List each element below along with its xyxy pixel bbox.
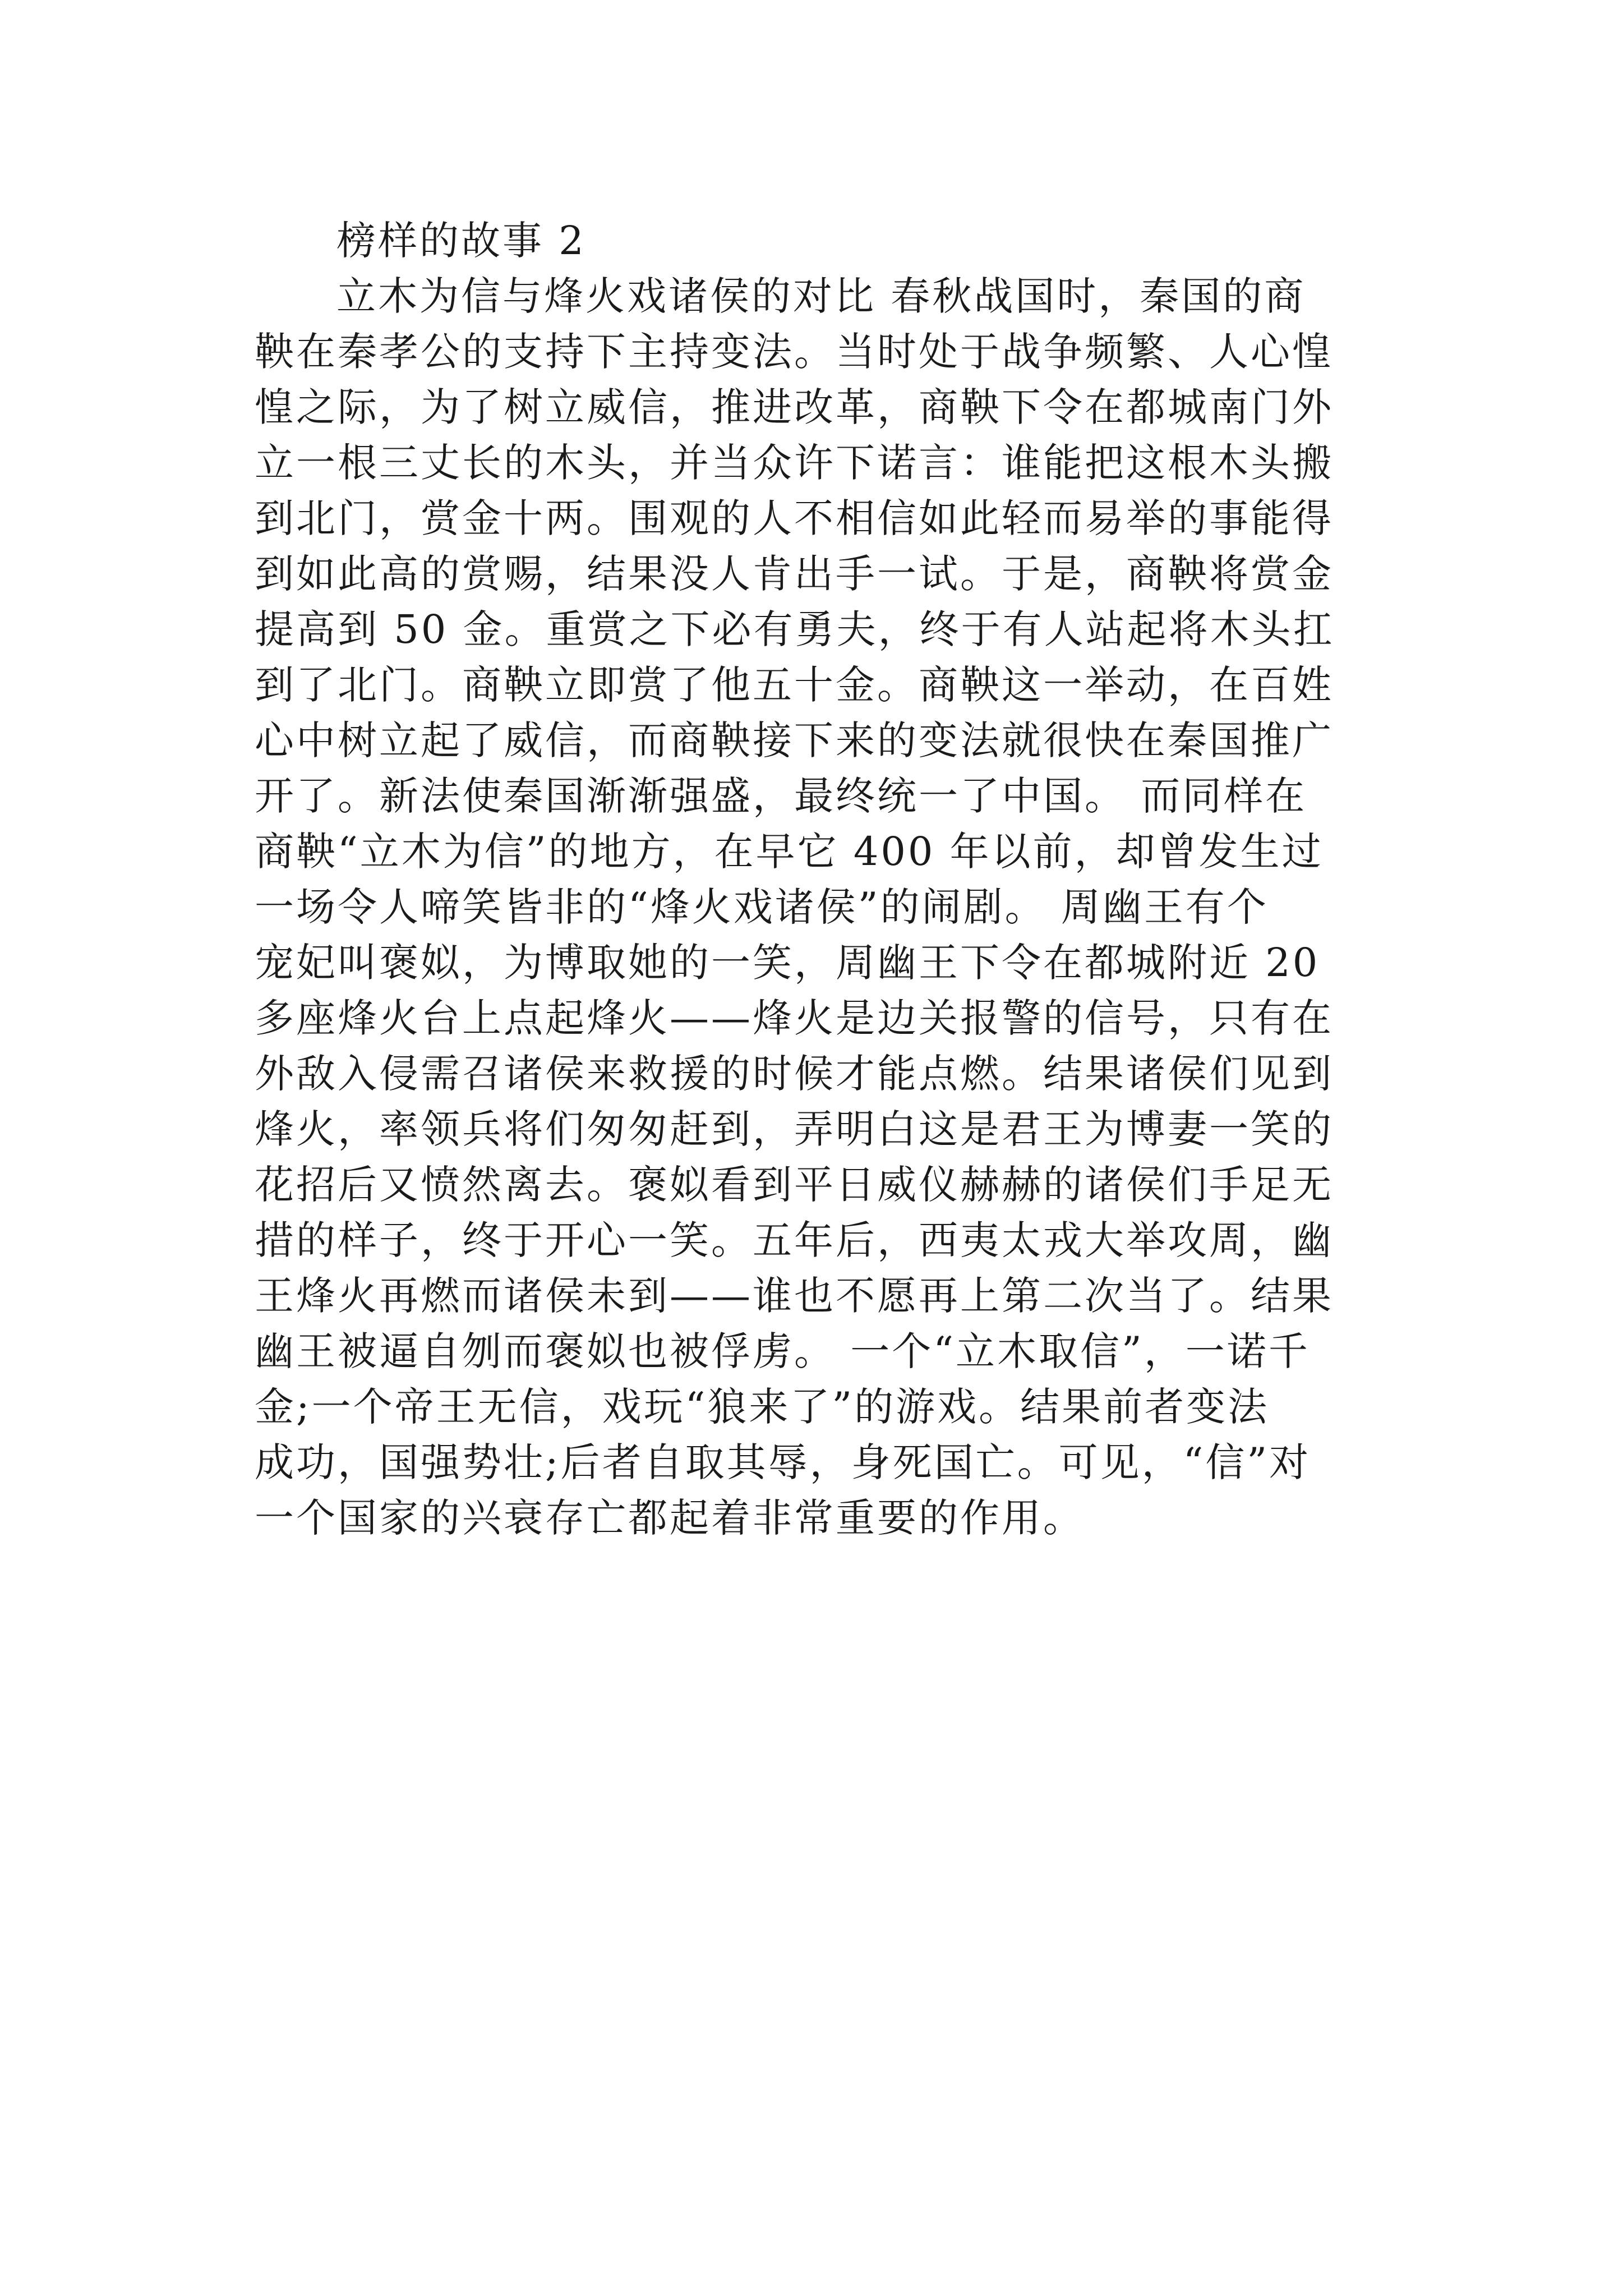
text-line: 开了。新法使秦国渐渐强盛，最终统一了中国。 而同样在 (255, 773, 1307, 819)
text-line: 到如此高的赏赐，结果没人肯出手一试。于是，商鞅将赏金 (255, 551, 1334, 597)
text-line: 到北门，赏金十两。围观的人不相信如此轻而易举的事能得 (255, 495, 1334, 541)
text-line: 一个国家的兴衰存亡都起着非常重要的作用。 (255, 1495, 1085, 1541)
text-line: 幽王被逼自刎而褒姒也被俘虏。 一个“立木取信”，一诺千 (255, 1328, 1310, 1374)
text-line: 立一根三丈长的木头，并当众许下诺言：谁能把这根木头搬 (255, 440, 1334, 486)
text-line: 到了北门。商鞅立即赏了他五十金。商鞅这一举动，在百姓 (255, 662, 1334, 708)
text-line: 王烽火再燃而诸侯未到——谁也不愿再上第二次当了。结果 (255, 1273, 1334, 1319)
text-line: 提高到 50 金。重赏之下必有勇夫，终于有人站起将木头扛 (255, 606, 1335, 652)
text-line: 心中树立起了威信，而商鞅接下来的变法就很快在秦国推广 (255, 717, 1334, 763)
text-line: 烽火，率领兵将们匆匆赶到，弄明白这是君王为博妻一笑的 (255, 1106, 1334, 1152)
document-text (255, 269, 1376, 1546)
text-line: 惶之际，为了树立威信，推进改革，商鞅下令在都城南门外 (255, 384, 1334, 430)
text-line: 多座烽火台上点起烽火——烽火是边关报警的信号，只有在 (255, 995, 1334, 1041)
text-line: 立木为信与烽火戏诸侯的对比 春秋战国时，秦国的商 (336, 273, 1306, 319)
text-line: 措的样子，终于开心一笑。五年后，西夷太戎大举攻周，幽 (255, 1217, 1334, 1263)
text-line: 金;一个帝王无信，戏玩“狼来了”的游戏。结果前者变法 (255, 1384, 1270, 1430)
document-title: 榜样的故事 2 (336, 218, 586, 264)
text-line: 一场令人啼笑皆非的“烽火戏诸侯”的闹剧。 周幽王有个 (255, 884, 1269, 930)
document-body (255, 213, 1376, 1546)
text-line: 宠妃叫褒姒，为博取她的一笑，周幽王下令在都城附近 20 (255, 940, 1320, 986)
text-line: 花招后又愤然离去。褒姒看到平日威仪赫赫的诸侯们手足无 (255, 1162, 1334, 1208)
text-line: 鞅在秦孝公的支持下主持变法。当时处于战争频繁、人心惶 (255, 329, 1334, 375)
text-line: 成功，国强势壮;后者自取其辱，身死国亡。可见，“信”对 (255, 1439, 1311, 1485)
text-line: 外敌入侵需召诸侯来救援的时候才能点燃。结果诸侯们见到 (255, 1051, 1334, 1097)
text-line: 商鞅“立木为信”的地方，在早它 400 年以前，却曾发生过 (255, 829, 1324, 875)
